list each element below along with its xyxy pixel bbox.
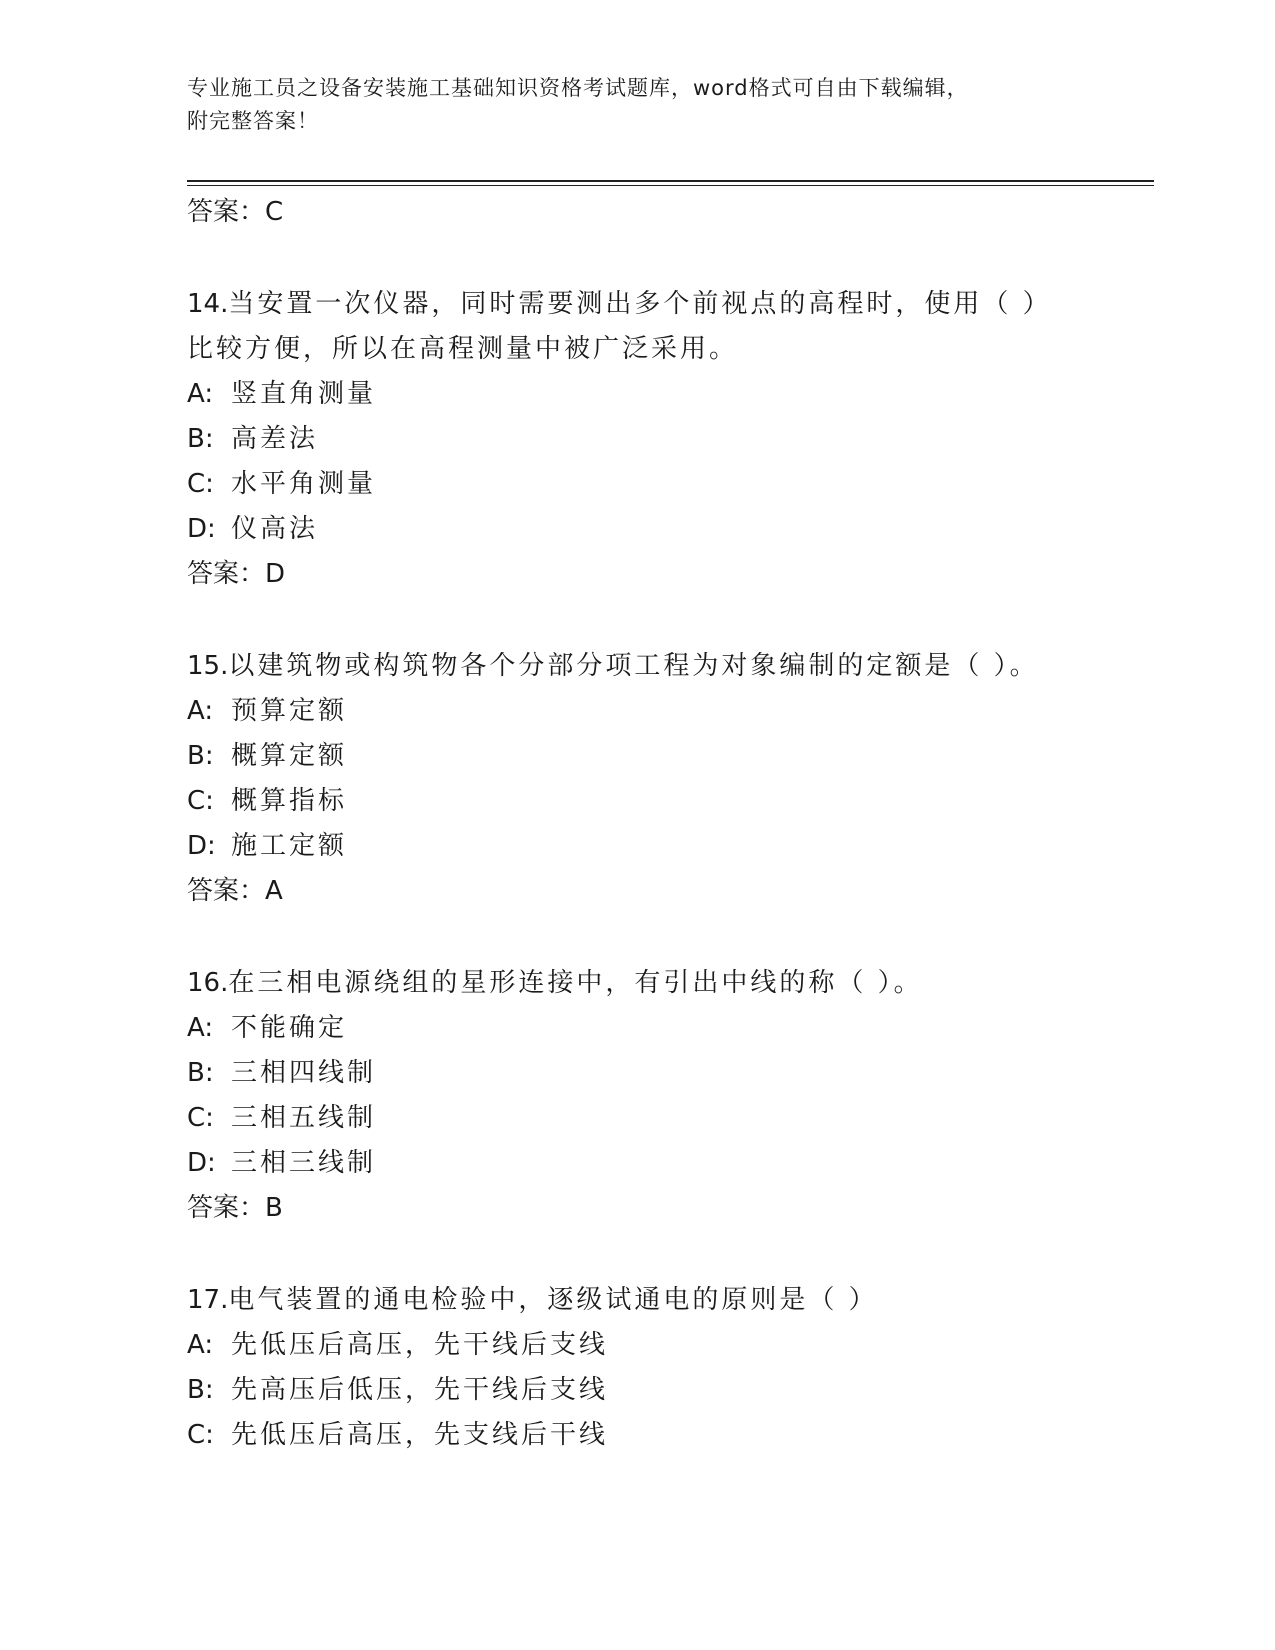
option-text: 施工定额 — [231, 831, 348, 861]
question-stem — [187, 282, 1154, 327]
question-number: 15. — [187, 651, 229, 681]
question-stem-line-2: 比较方便，所以在高程测量中被广泛采用。 — [187, 334, 739, 364]
option-text: 水平角测量 — [231, 469, 377, 499]
option-key: A: — [187, 1330, 214, 1360]
option-key: C: — [187, 1420, 214, 1450]
option-c — [187, 779, 1154, 824]
header-line-1: 专业施工员之设备安装施工基础知识资格考试题库，word格式可自由下载编辑， — [187, 76, 969, 100]
question-stem — [187, 961, 1154, 1006]
option-key: D: — [187, 1148, 216, 1178]
question-list — [187, 190, 1154, 1458]
option-key: D: — [187, 831, 216, 861]
option-b — [187, 1368, 1154, 1413]
answer-line — [187, 1186, 1154, 1230]
answer-line — [187, 869, 1154, 913]
option-c — [187, 1096, 1154, 1141]
question-15 — [187, 644, 1154, 913]
option-text: 概算指标 — [231, 786, 348, 816]
option-text: 概算定额 — [231, 741, 348, 771]
question-stem-line-1: 电气装置的通电检验中，逐级试通电的原则是（ ） — [228, 1285, 878, 1315]
option-key: C: — [187, 1103, 214, 1133]
option-d — [187, 824, 1154, 869]
option-c — [187, 462, 1154, 507]
answer-label: 答案： — [187, 1193, 266, 1223]
option-key: B: — [187, 1375, 214, 1405]
option-text: 仪高法 — [231, 514, 319, 544]
option-text: 竖直角测量 — [231, 379, 377, 409]
option-key: A: — [187, 379, 214, 409]
document-header — [187, 72, 1087, 138]
answer-value: A — [265, 876, 283, 906]
question-stem — [187, 644, 1154, 689]
option-key: B: — [187, 741, 214, 771]
option-key: C: — [187, 786, 214, 816]
question-number: 17. — [187, 1285, 229, 1315]
option-key: A: — [187, 696, 214, 726]
question-stem — [187, 1278, 1154, 1323]
answer-label: 答案： — [187, 197, 266, 227]
question-number: 14. — [187, 289, 229, 319]
option-key: C: — [187, 469, 214, 499]
option-key: A: — [187, 1013, 214, 1043]
option-a — [187, 1323, 1154, 1368]
header-line-2: 附完整答案！ — [187, 109, 319, 133]
option-d — [187, 1141, 1154, 1186]
answer-value: D — [265, 559, 286, 589]
header-rule-thin — [187, 185, 1154, 186]
answer-line-13 — [187, 190, 1154, 234]
option-b — [187, 1051, 1154, 1096]
option-b — [187, 734, 1154, 779]
answer-label: 答案： — [187, 559, 266, 589]
question-stem-line-1: 在三相电源绕组的星形连接中，有引出中线的称（ ）。 — [228, 968, 923, 998]
question-16 — [187, 961, 1154, 1230]
option-b — [187, 417, 1154, 462]
option-text: 先高压后低压，先干线后支线 — [231, 1375, 609, 1405]
question-stem-line-1: 当安置一次仪器，同时需要测出多个前视点的高程时，使用（ ） — [228, 289, 1052, 319]
option-text: 三相五线制 — [231, 1103, 377, 1133]
question-14 — [187, 282, 1154, 596]
answer-value: B — [265, 1193, 283, 1223]
option-c — [187, 1413, 1154, 1458]
option-text: 三相四线制 — [231, 1058, 377, 1088]
answer-value: C — [265, 197, 284, 227]
answer-label: 答案： — [187, 876, 266, 906]
option-text: 不能确定 — [231, 1013, 348, 1043]
question-17 — [187, 1278, 1154, 1458]
option-text: 高差法 — [231, 424, 319, 454]
option-a — [187, 689, 1154, 734]
answer-line — [187, 552, 1154, 596]
option-text: 预算定额 — [231, 696, 348, 726]
header-rule-thick — [187, 180, 1154, 182]
option-key: D: — [187, 514, 216, 544]
question-number: 16. — [187, 968, 229, 998]
option-key: B: — [187, 424, 214, 454]
question-stem-line-1: 以建筑物或构筑物各个分部分项工程为对象编制的定额是（ ）。 — [228, 651, 1039, 681]
option-text: 三相三线制 — [231, 1148, 377, 1178]
option-key: B: — [187, 1058, 214, 1088]
option-a — [187, 1006, 1154, 1051]
option-a — [187, 372, 1154, 417]
option-text: 先低压后高压，先干线后支线 — [231, 1330, 609, 1360]
option-text: 先低压后高压，先支线后干线 — [231, 1420, 609, 1450]
option-d — [187, 507, 1154, 552]
